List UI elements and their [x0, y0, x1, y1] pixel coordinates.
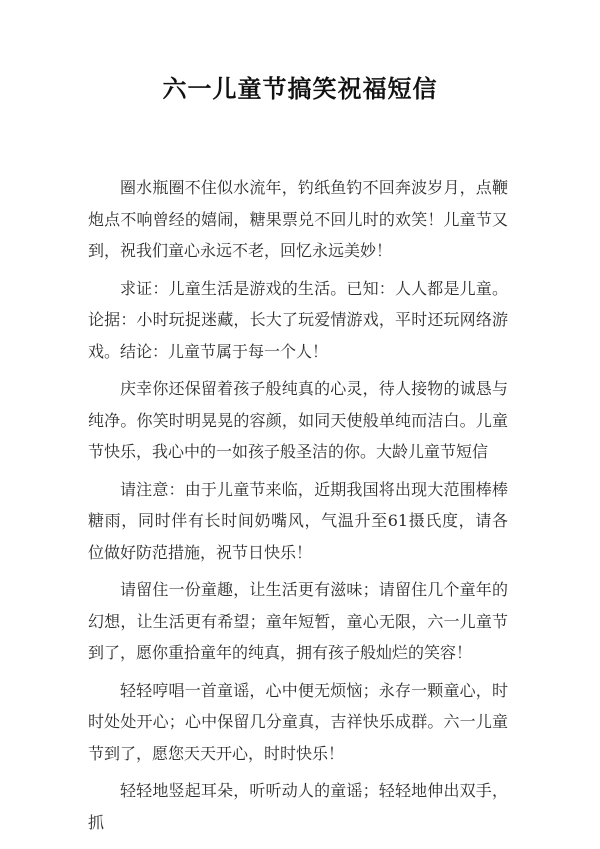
- paragraph-2: 求证：儿童生活是游戏的生活。已知：人人都是儿童。论据：小时玩捉迷藏，长大了玩爱情游戏，平时还玩网络游戏。结论：儿童节属于每一个人！: [88, 278, 508, 361]
- paragraph-1: 圈水瓶圈不住似水流年，钓纸鱼钓不回奔波岁月，点鞭炮点不响曾经的嬉闹，糖果票兑不回儿时的欢笑！儿童节又到，祝我们童心永远不老，回忆永远美妙！: [88, 178, 508, 260]
- paragraph-3: 庆幸你还保留着孩子般纯真的心灵，待人接物的诚恳与纯净。你笑时明晃晃的容颜，如同天使般单纯而洁白。儿童节快乐，我心中的一如孩子般圣洁的你。大龄儿童节短信: [88, 379, 508, 461]
- paragraph-5: 请留住一份童趣，让生活更有滋味；请留住几个童年的幻想，让生活更有希望；童年短暂，童心无限，六一儿童节到了，愿你重拾童年的纯真，拥有孩子般灿烂的笑容！: [88, 580, 508, 662]
- document-title: 六一儿童节搞笑祝福短信: [162, 74, 438, 103]
- paragraph-7: 轻轻地竖起耳朵，听听动人的童谣；轻轻地伸出双手，抓: [88, 781, 508, 832]
- document-body: [88, 172, 508, 844]
- paragraph-4: 请注意：由于儿童节来临，近期我国将出现大范围棒棒糖雨，同时伴有长时间奶嘴风，气温升至61摄氏度，请各位做好防范措施，祝节日快乐！: [88, 479, 508, 562]
- paragraph-6: 轻轻哼唱一首童谣，心中便无烦恼；永存一颗童心，时时处处开心；心中保留几分童真，吉祥快乐成群。六一儿童节到了，愿您天天开心，时时快乐！: [88, 680, 508, 763]
